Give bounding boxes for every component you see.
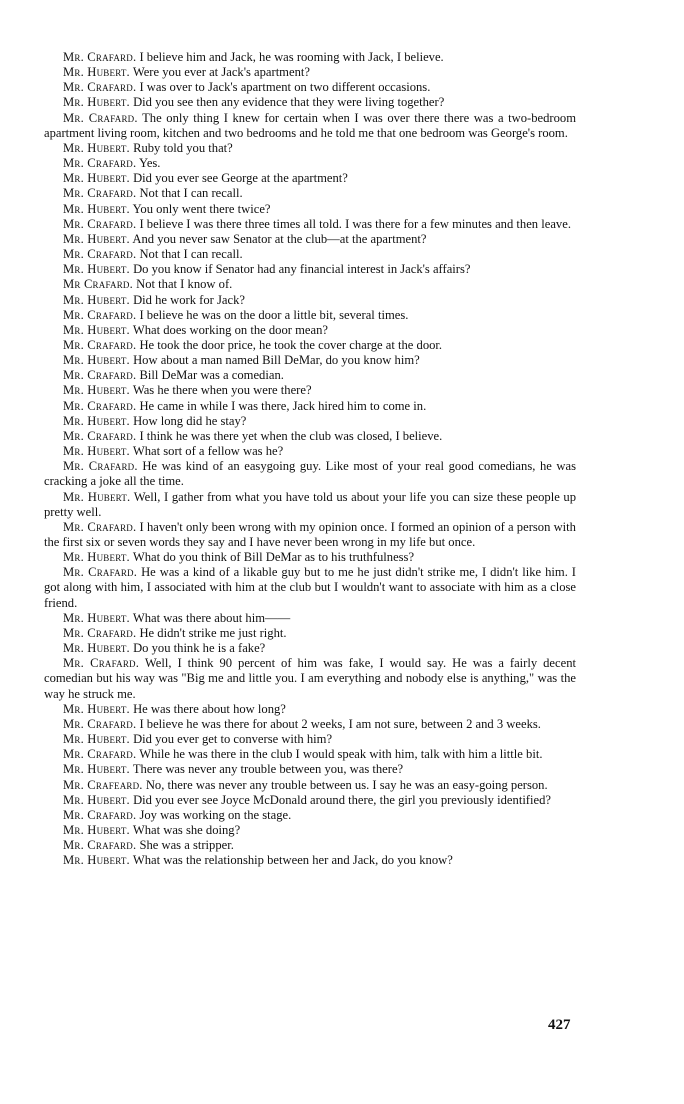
speech-text: How about a man named Bill DeMar, do you know him? [133, 353, 420, 368]
transcript-paragraph [44, 565, 576, 610]
speaker-name: Mr. Crafard. [63, 247, 137, 262]
speaker-name: Mr. Crafard. [63, 337, 137, 352]
speaker-name: Mr. Crafard. [63, 307, 137, 322]
speech-text: I haven't only been wrong with my opinion once. I formed an opinion of a person with the first six or seven words they say and I have never been wrong in my life but once. [44, 519, 576, 549]
speaker-name: Mr. Crafard. [63, 807, 137, 822]
speaker-name: Mr. Hubert. [63, 262, 130, 277]
speech-text: I was over to Jack's apartment on two different occasions. [139, 80, 431, 95]
transcript-paragraph [44, 141, 576, 156]
speech-text: Well, I think 90 percent of him was fake, I would say. He was a fairly decent comedian but his way was "Big me and little you. I am everything and nobody else is anything," was the way he struck me. [44, 656, 576, 701]
speaker-name: Mr. Hubert. [63, 231, 130, 246]
speech-text: No, there was never any trouble between us. I say he was an easy-going person. [145, 777, 548, 792]
speaker-name: Mr. Hubert. [63, 732, 130, 747]
transcript-paragraph [44, 732, 576, 747]
speech-text: How long did he stay? [133, 413, 247, 428]
speaker-name: Mr. Hubert. [63, 853, 130, 868]
speech-text: I believe he was on the door a little bit, several times. [139, 307, 409, 322]
speaker-name: Mr. Crafard. [63, 428, 137, 443]
speech-text: I believe he was there for about 2 weeks, I am not sure, between 2 and 3 weeks. [139, 716, 541, 731]
speech-text: Bill DeMar was a comedian. [139, 368, 284, 383]
transcript-paragraph [44, 383, 576, 398]
speaker-name: Mr. Crafard. [63, 216, 137, 231]
speech-text: What sort of a fellow was he? [132, 444, 284, 459]
speech-text: What was there about him—— [132, 610, 291, 625]
transcript-paragraph [44, 368, 576, 383]
transcript-paragraph [44, 793, 576, 808]
speech-text: And you never saw Senator at the club—at the apartment? [132, 231, 427, 246]
speaker-name: Mr. Crafard. [63, 459, 138, 474]
transcript-paragraph [44, 217, 576, 232]
speaker-name: Mr. Hubert. [63, 65, 130, 80]
transcript-paragraph [44, 747, 576, 762]
transcript-paragraph [44, 65, 576, 80]
speaker-name: Mr. Hubert. [63, 641, 130, 656]
speech-text: Not that I know of. [136, 277, 233, 292]
transcript-paragraph [44, 247, 576, 262]
speech-text: Ruby told you that? [133, 140, 233, 155]
transcript-paragraph [44, 308, 576, 323]
transcript-paragraph [44, 186, 576, 201]
speaker-name: Mr. Crafeard. [63, 777, 143, 792]
transcript-body [44, 50, 576, 868]
speaker-name: Mr. Crafard. [63, 368, 137, 383]
transcript-paragraph [44, 853, 576, 868]
speech-text: What was the relationship between her and Jack, do you know? [132, 853, 453, 868]
transcript-paragraph [44, 80, 576, 95]
speaker-name: Mr. Hubert. [63, 171, 130, 186]
speaker-name: Mr. Hubert. [63, 322, 130, 337]
speaker-name: Mr. Hubert. [63, 792, 130, 807]
speaker-name: Mr. Crafard. [63, 110, 138, 125]
speaker-name: Mr. Hubert. [63, 762, 130, 777]
speech-text: He was there about how long? [133, 701, 286, 716]
speaker-name: Mr. Crafard. [63, 80, 137, 95]
speech-text: Not that I can recall. [139, 247, 243, 262]
speech-text: Were you ever at Jack's apartment? [132, 65, 310, 80]
speech-text: You only went there twice? [132, 201, 271, 216]
speech-text: He didn't strike me just right. [139, 625, 287, 640]
speech-text: What was she doing? [132, 822, 241, 837]
speech-text: Did you ever get to converse with him? [133, 732, 333, 747]
speaker-name: Mr. Crafard. [63, 156, 137, 171]
speaker-name: Mr. Hubert. [63, 95, 130, 110]
transcript-paragraph [44, 50, 576, 65]
transcript-paragraph [44, 399, 576, 414]
speaker-name: Mr. Crafard. [63, 50, 137, 64]
transcript-paragraph [44, 293, 576, 308]
transcript-paragraph [44, 808, 576, 823]
speech-text: I believe him and Jack, he was rooming with Jack, I believe. [139, 50, 444, 64]
page-number: 427 [548, 1017, 571, 1033]
transcript-paragraph [44, 611, 576, 626]
speech-text: I believe I was there three times all told. I was there for a few minutes and then leave. [139, 216, 571, 231]
transcript-paragraph [44, 838, 576, 853]
speech-text: Well, I gather from what you have told us about your life you can size these people up pretty well. [44, 489, 577, 519]
transcript-paragraph [44, 778, 576, 793]
speech-text: What do you think of Bill DeMar as to his truthfulness? [132, 550, 415, 565]
transcript-paragraph [44, 95, 576, 110]
transcript-paragraph [44, 823, 576, 838]
speaker-name: Mr. Crafard. [63, 625, 137, 640]
speech-text: I think he was there yet when the club was closed, I believe. [139, 428, 443, 443]
speech-text: She was a stripper. [139, 838, 234, 853]
speaker-name: Mr. Hubert. [63, 383, 130, 398]
speech-text: Joy was working on the stage. [139, 807, 292, 822]
transcript-paragraph [44, 762, 576, 777]
transcript-paragraph [44, 459, 576, 489]
transcript-paragraph [44, 444, 576, 459]
speaker-name: Mr. Hubert. [63, 822, 130, 837]
transcript-paragraph [44, 171, 576, 186]
transcript-paragraph [44, 702, 576, 717]
speaker-name: Mr. Hubert. [63, 413, 130, 428]
speech-text: He came in while I was there, Jack hired him to come in. [139, 398, 427, 413]
speech-text: Yes. [138, 156, 161, 171]
transcript-paragraph [44, 641, 576, 656]
transcript-paragraph [44, 156, 576, 171]
speaker-name: Mr. Hubert. [63, 292, 130, 307]
transcript-paragraph [44, 277, 576, 292]
transcript-paragraph [44, 717, 576, 732]
speaker-name: Mr. Crafard. [63, 656, 140, 671]
speech-text: While he was there in the club I would speak with him, talk with him a little bit. [139, 747, 543, 762]
speaker-name: Mr. Hubert. [63, 353, 130, 368]
speaker-name: Mr. Hubert. [63, 701, 130, 716]
transcript-paragraph [44, 232, 576, 247]
speaker-name: Mr. Hubert. [63, 550, 130, 565]
speech-text: There was never any trouble between you, was there? [132, 762, 404, 777]
speaker-name: Mr. Crafard. [63, 186, 137, 201]
speaker-name: Mr. Crafard. [63, 838, 137, 853]
transcript-paragraph [44, 656, 576, 701]
speech-text: Was he there when you were there? [132, 383, 312, 398]
speaker-name: Mr. Crafard. [63, 565, 138, 580]
transcript-paragraph [44, 429, 576, 444]
speaker-name: Mr. Hubert. [63, 201, 130, 216]
speech-text: Did you ever see George at the apartment? [133, 171, 348, 186]
speaker-name: Mr. Crafard. [63, 747, 137, 762]
speaker-name: Mr Crafard. [63, 277, 133, 292]
transcript-paragraph [44, 414, 576, 429]
transcript-paragraph [44, 323, 576, 338]
transcript-paragraph [44, 262, 576, 277]
transcript-paragraph [44, 520, 576, 550]
speaker-name: Mr. Hubert. [63, 140, 130, 155]
speech-text: He took the door price, he took the cover charge at the door. [139, 337, 443, 352]
speech-text: Did you ever see Joyce McDonald around there, the girl you previously identified? [133, 792, 551, 807]
speaker-name: Mr. Hubert. [63, 610, 130, 625]
transcript-paragraph [44, 353, 576, 368]
speaker-name: Mr. Hubert. [63, 489, 131, 504]
speaker-name: Mr. Crafard. [63, 519, 137, 534]
speech-text: Did you see then any evidence that they were living together? [133, 95, 445, 110]
transcript-paragraph [44, 550, 576, 565]
speech-text: Did he work for Jack? [133, 292, 245, 307]
speaker-name: Mr. Crafard. [63, 398, 137, 413]
transcript-paragraph [44, 626, 576, 641]
speech-text: Do you know if Senator had any financial interest in Jack's affairs? [133, 262, 471, 277]
speech-text: Not that I can recall. [139, 186, 243, 201]
speech-text: What does working on the door mean? [132, 322, 328, 337]
speech-text: Do you think he is a fake? [133, 641, 266, 656]
transcript-paragraph [44, 202, 576, 217]
transcript-paragraph [44, 338, 576, 353]
transcript-paragraph [44, 490, 576, 520]
speech-text: The only thing I knew for certain when I was over there there was a two-bedroom apartment living room, kitchen and two bedrooms and he told me that one bedroom was George's room. [44, 110, 576, 140]
speech-text: He was kind of an easygoing guy. Like most of your real good comedians, he was cracking a joke all the time. [44, 459, 576, 489]
speaker-name: Mr. Hubert. [63, 444, 130, 459]
transcript-paragraph [44, 111, 576, 141]
speech-text: He was a kind of a likable guy but to me he just didn't strike me, I didn't like him. I got along with him, I associated with him at the club but I wouldn't want to associate with him as a close friend. [44, 565, 576, 610]
speaker-name: Mr. Crafard. [63, 716, 137, 731]
